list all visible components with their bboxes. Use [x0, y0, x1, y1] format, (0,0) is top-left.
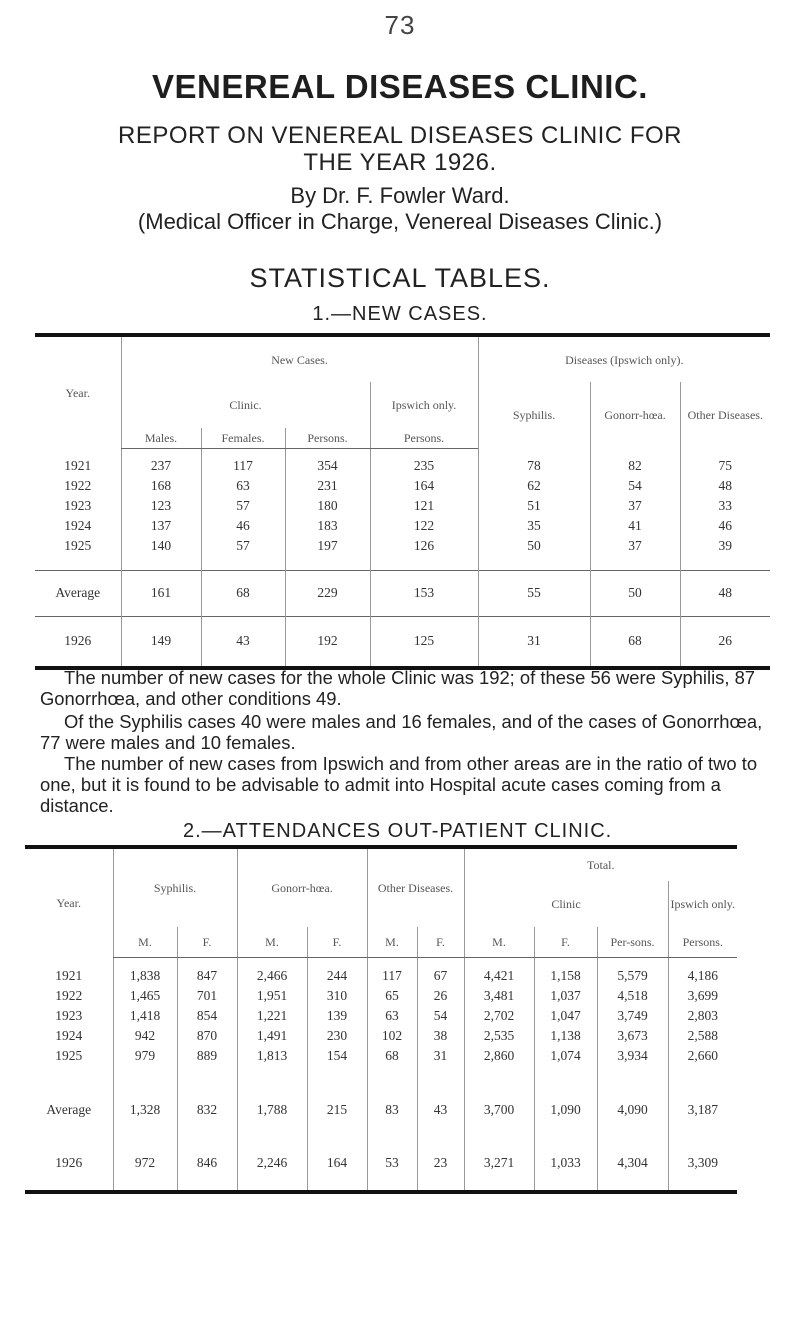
table-cell: 54 — [590, 476, 680, 496]
table-row — [25, 1046, 737, 1066]
table-cell: 3,481 — [464, 986, 534, 1006]
table-cell: 215 — [307, 1084, 367, 1136]
table-cell: 846 — [177, 1136, 237, 1192]
table-cell: 231 — [285, 476, 370, 496]
cell-year: 1923 — [64, 498, 92, 513]
table-cell: 43 — [201, 616, 285, 668]
table-cell: 68 — [201, 570, 285, 616]
table-cell: 354 — [285, 456, 370, 476]
table-cell: 154 — [307, 1046, 367, 1066]
table-cell: 78 — [478, 456, 590, 476]
cell-year: 1926 — [35, 616, 121, 668]
table-cell: 168 — [121, 476, 201, 496]
table-cell: 244 — [307, 966, 367, 986]
paragraph-syphilis — [40, 711, 772, 753]
header-ipswich-only: Ipswich only. — [370, 382, 478, 428]
header-males: Males. — [121, 428, 201, 448]
table-cell: 139 — [307, 1006, 367, 1026]
table-cell: 37 — [590, 496, 680, 516]
header-m: M. — [237, 927, 307, 957]
table-cell: 82 — [590, 456, 680, 476]
table-cell: 31 — [478, 616, 590, 668]
table-cell: 57 — [201, 496, 285, 516]
table-cell: 832 — [177, 1084, 237, 1136]
header-females: Females. — [201, 428, 285, 448]
table-cell: 972 — [113, 1136, 177, 1192]
table-cell: 3,699 — [668, 986, 737, 1006]
table-cell: 2,535 — [464, 1026, 534, 1046]
table-row — [25, 986, 737, 1006]
table-cell: 1,328 — [113, 1084, 177, 1136]
table-cell: 2,588 — [668, 1026, 737, 1046]
table-cell: 847 — [177, 966, 237, 986]
table-cell: 46 — [201, 516, 285, 536]
table-cell: 117 — [367, 966, 417, 986]
paragraph-text: Of the Syphilis cases 40 were males and 16 females, and of the cases of Gonorrhœa, 77 were males and 10 females. — [40, 711, 763, 753]
section-title: STATISTICAL TABLES. — [249, 263, 551, 293]
table-cell: 5,579 — [597, 966, 668, 986]
table-cell: 149 — [121, 616, 201, 668]
table-cell: 48 — [680, 476, 770, 496]
report-subtitle-line-2: THE YEAR 1926. — [303, 149, 497, 176]
table-cell: 1,491 — [237, 1026, 307, 1046]
new-cases-table — [35, 333, 770, 670]
table-cell: 1,951 — [237, 986, 307, 1006]
cell-year: 1925 — [55, 1048, 83, 1063]
report-subtitle — [0, 122, 800, 176]
table-cell: 68 — [590, 616, 680, 668]
table-cell: 55 — [478, 570, 590, 616]
paragraph-text: The number of new cases for the whole Clinic was 192; of these 56 were Syphilis, 87 Gonorrhœa, and other conditions 49. — [40, 667, 756, 709]
table-cell: 230 — [307, 1026, 367, 1046]
table-cell: 26 — [680, 616, 770, 668]
cell-year: 1922 — [64, 478, 92, 493]
table-cell: 1,090 — [534, 1084, 597, 1136]
paragraph-new-cases — [40, 667, 772, 709]
table-cell: 237 — [121, 456, 201, 476]
table-cell: 50 — [478, 536, 590, 556]
table-cell: 1,813 — [237, 1046, 307, 1066]
table-cell: 229 — [285, 570, 370, 616]
table1-title: 1.—NEW CASES. — [312, 303, 488, 325]
table-cell: 3,700 — [464, 1084, 534, 1136]
header-m: M. — [464, 927, 534, 957]
header-persons-ipswich: Persons. — [370, 428, 478, 448]
cell-year: 1921 — [64, 458, 92, 473]
header-gonorrhoea: Gonorr-hœa. — [237, 847, 367, 927]
table-cell: 3,309 — [668, 1136, 737, 1192]
header-syphilis: Syphilis. — [478, 382, 590, 448]
table-cell: 2,466 — [237, 966, 307, 986]
cell-year: 1922 — [55, 988, 83, 1003]
table-cell: 979 — [113, 1046, 177, 1066]
table-cell: 121 — [370, 496, 478, 516]
cell-average-label: Average — [35, 570, 121, 616]
header-persons-ipswich: Persons. — [668, 927, 737, 957]
cell-year: 1925 — [64, 538, 92, 553]
table-cell: 123 — [121, 496, 201, 516]
table-cell: 180 — [285, 496, 370, 516]
table-cell: 3,271 — [464, 1136, 534, 1192]
table2-title: 2.—ATTENDANCES OUT-PATIENT CLINIC. — [183, 820, 613, 842]
table-cell: 67 — [417, 966, 464, 986]
table-cell: 137 — [121, 516, 201, 536]
table-cell: 310 — [307, 986, 367, 1006]
table-cell: 54 — [417, 1006, 464, 1026]
table-cell: 192 — [285, 616, 370, 668]
author-role: (Medical Officer in Charge, Venereal Diseases Clinic.) — [137, 209, 663, 234]
table-cell: 26 — [417, 986, 464, 1006]
header-total: Total. — [464, 847, 737, 881]
table-row — [25, 1006, 737, 1026]
table-cell: 164 — [307, 1136, 367, 1192]
table-cell: 41 — [590, 516, 680, 536]
table-cell: 4,518 — [597, 986, 668, 1006]
table-cell: 1,138 — [534, 1026, 597, 1046]
header-new-cases: New Cases. — [121, 335, 478, 382]
year-1926-row — [35, 616, 770, 668]
header-syphilis: Syphilis. — [113, 847, 237, 927]
table-cell: 3,187 — [668, 1084, 737, 1136]
table-cell: 889 — [177, 1046, 237, 1066]
table-cell: 48 — [680, 570, 770, 616]
table-cell: 63 — [201, 476, 285, 496]
table-cell: 161 — [121, 570, 201, 616]
table-cell: 31 — [417, 1046, 464, 1066]
table-cell: 126 — [370, 536, 478, 556]
table-cell: 1,037 — [534, 986, 597, 1006]
table-cell: 1,033 — [534, 1136, 597, 1192]
table-cell: 1,788 — [237, 1084, 307, 1136]
table-cell: 4,304 — [597, 1136, 668, 1192]
table-row — [35, 456, 770, 476]
table-cell: 1,838 — [113, 966, 177, 986]
table-cell: 43 — [417, 1084, 464, 1136]
table-cell: 197 — [285, 536, 370, 556]
table-cell: 62 — [478, 476, 590, 496]
table-cell: 37 — [590, 536, 680, 556]
header-year: Year. — [65, 385, 90, 400]
header-f: F. — [534, 927, 597, 957]
header-m: M. — [113, 927, 177, 957]
header-persons: Per-sons. — [597, 927, 668, 957]
table-cell: 1,047 — [534, 1006, 597, 1026]
cell-year: 1921 — [55, 968, 83, 983]
cell-average-label: Average — [46, 1102, 92, 1117]
table-cell: 3,749 — [597, 1006, 668, 1026]
table-cell: 3,673 — [597, 1026, 668, 1046]
header-year: Year. — [56, 896, 81, 910]
table-cell: 2,860 — [464, 1046, 534, 1066]
cell-year: 1924 — [64, 518, 92, 533]
table-cell: 4,186 — [668, 966, 737, 986]
paragraph-text: The number of new cases from Ipswich and from other areas are in the ratio of two to one, but it is found to be advisable to admit into Hospital acute cases coming from a distance. — [40, 753, 758, 816]
table-cell: 854 — [177, 1006, 237, 1026]
table-cell: 65 — [367, 986, 417, 1006]
table-cell: 2,246 — [237, 1136, 307, 1192]
header-other-diseases: Other Diseases. — [680, 382, 770, 448]
table-cell: 57 — [201, 536, 285, 556]
header-gonorrhoea: Gonorr-hœa. — [590, 382, 680, 448]
page-title: VENEREAL DISEASES CLINIC. — [152, 68, 648, 105]
cell-year: 1924 — [55, 1028, 83, 1043]
table-cell: 35 — [478, 516, 590, 536]
table-cell: 1,221 — [237, 1006, 307, 1026]
header-diseases-ipswich: Diseases (Ipswich only). — [478, 335, 770, 382]
table-cell: 75 — [680, 456, 770, 476]
table-cell: 2,660 — [668, 1046, 737, 1066]
header-f: F. — [177, 927, 237, 957]
table-cell: 122 — [370, 516, 478, 536]
table-cell: 46 — [680, 516, 770, 536]
average-row — [25, 1084, 737, 1136]
table-cell: 117 — [201, 456, 285, 476]
table-row — [35, 516, 770, 536]
table-row — [35, 496, 770, 516]
table-row — [35, 536, 770, 556]
cell-year: 1926 — [55, 1155, 83, 1170]
report-subtitle-line-1: REPORT ON VENEREAL DISEASES CLINIC FOR — [117, 122, 683, 149]
header-clinic: Clinic — [464, 881, 668, 927]
table-cell: 1,158 — [534, 966, 597, 986]
cell-year: 1923 — [55, 1008, 83, 1023]
table-cell: 53 — [367, 1136, 417, 1192]
table-cell: 1,465 — [113, 986, 177, 1006]
table-cell: 870 — [177, 1026, 237, 1046]
table-cell: 3,934 — [597, 1046, 668, 1066]
table-cell: 51 — [478, 496, 590, 516]
table-cell: 102 — [367, 1026, 417, 1046]
header-f: F. — [417, 927, 464, 957]
header-clinic: Clinic. — [121, 382, 370, 428]
table-cell: 125 — [370, 616, 478, 668]
header-other-diseases: Other Diseases. — [367, 847, 464, 927]
average-row — [35, 570, 770, 616]
table-cell: 2,803 — [668, 1006, 737, 1026]
page-number: 73 — [384, 10, 416, 40]
paragraph-ipswich-ratio — [40, 753, 772, 816]
table-cell: 4,090 — [597, 1084, 668, 1136]
table-row — [25, 966, 737, 986]
table-cell: 50 — [590, 570, 680, 616]
table-cell: 39 — [680, 536, 770, 556]
table-cell: 235 — [370, 456, 478, 476]
author-line: By Dr. F. Fowler Ward. — [290, 183, 510, 208]
attendances-table — [25, 845, 737, 1194]
table-cell: 63 — [367, 1006, 417, 1026]
table-cell: 33 — [680, 496, 770, 516]
header-m: M. — [367, 927, 417, 957]
table-cell: 68 — [367, 1046, 417, 1066]
table-cell: 1,418 — [113, 1006, 177, 1026]
table-row — [35, 476, 770, 496]
table-cell: 2,702 — [464, 1006, 534, 1026]
header-ipswich-only: Ipswich only. — [668, 881, 737, 927]
table-cell: 140 — [121, 536, 201, 556]
table-cell: 183 — [285, 516, 370, 536]
table-cell: 701 — [177, 986, 237, 1006]
header-persons: Persons. — [285, 428, 370, 448]
table-cell: 164 — [370, 476, 478, 496]
table-row — [25, 1026, 737, 1046]
table-cell: 153 — [370, 570, 478, 616]
header-f: F. — [307, 927, 367, 957]
table-cell: 942 — [113, 1026, 177, 1046]
table-cell: 1,074 — [534, 1046, 597, 1066]
year-1926-row — [25, 1136, 737, 1192]
table-cell: 38 — [417, 1026, 464, 1046]
table-cell: 4,421 — [464, 966, 534, 986]
table-cell: 83 — [367, 1084, 417, 1136]
table-cell: 23 — [417, 1136, 464, 1192]
